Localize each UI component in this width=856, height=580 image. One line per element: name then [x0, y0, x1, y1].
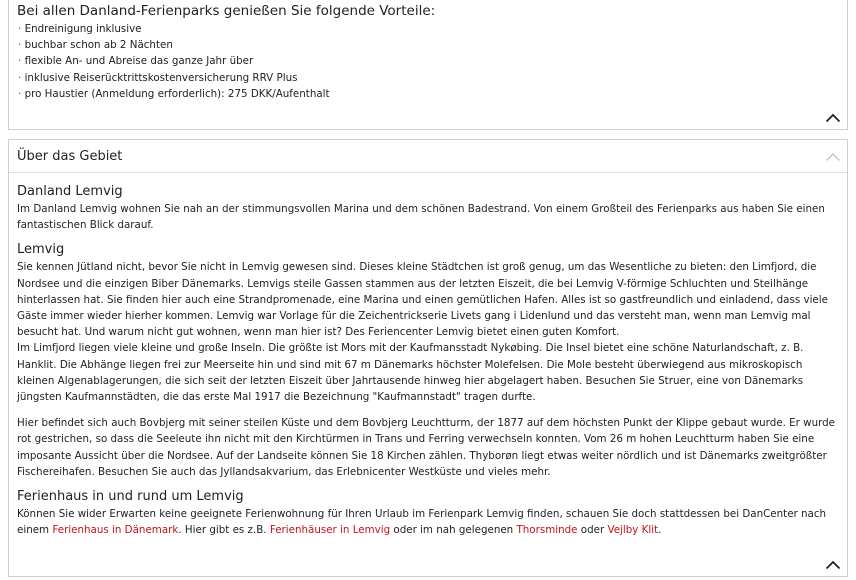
chevron-up-icon — [825, 113, 841, 123]
ferienhaus-heading: Ferienhaus in und rund um Lemvig — [17, 489, 244, 505]
link-vejlby-klit[interactable]: Vejlby Klit — [607, 524, 659, 537]
collapse-area-button[interactable] — [825, 560, 841, 570]
benefits-list — [18, 21, 330, 102]
divider — [9, 172, 847, 173]
area-panel-title[interactable]: Über das Gebiet — [17, 149, 123, 164]
collapse-benefits-button[interactable] — [825, 113, 841, 123]
lemvig-heading: Lemvig — [17, 242, 65, 258]
chevron-up-icon — [825, 152, 841, 162]
chevron-up-icon — [825, 560, 841, 570]
link-ferienhaeuser-lemvig[interactable]: Ferienhäuser in Lemvig — [269, 524, 391, 537]
link-thorsminde[interactable]: Thorsminde — [516, 524, 578, 537]
lemvig-text-3: Hier befindet sich auch Bovbjerg mit seiner steilen Küste und dem Bovbjerg Leuchtturm, der 1877 auf dem höchsten Punkt der Klippe gebaut wurde. Er wurde rot gestrichen, so dass die Seeleute ihn nicht mit den Kirchtürmen in Trans und Ferring verwechseln konnten. Vom 26 m hohen Leuchtturm haben Sie eine imposante Aussicht über die Nordsee. Auf der Landseite können Sie 18 Kirchen zählen. Thyborøn liegt etwas weiter nördlich und ist Dänemarks zweitgrößter Fischereihafen. Besuchen Sie auch das Jyllandsakvarium, das Erlebnicenter Westküste und vieles mehr. — [17, 417, 836, 478]
area-panel — [8, 139, 848, 577]
lemvig-text-1: Sie kennen Jütland nicht, bevor Sie nicht in Lemvig gewesen sind. Dieses kleine Städtchen ist groß genug, um das Wesentliche zu bieten: den Limfjord, die Nordsee und die einzigen Biber Dänemarks. Lemvigs steile Gassen stammen aus der letzten Eiszeit, die bei Lemvig V-förmige Schluchten und Steilhänge hinterlassen hat. Sie finden hier auch eine Strandpromenade, eine Marina und einen gemütlichen Hafen. Alles ist so gastfreundlich und einladend, dass viele Gäste immer wieder hierher kommen. Lemvig war Vorlage für die Zeichentrickserie Livets gang i Lidenlund und das versteht man, wenn man Lemvig mal besucht hat. Und warum nicht gut wohnen, wenn man hier ist? Des Feriencenter Lemvig bietet einen guten Komfort. — [17, 261, 828, 339]
area-content — [17, 183, 843, 538]
benefits-panel — [8, 0, 848, 130]
danland-text: Im Danland Lemvig wohnen Sie nah an der stimmungsvollen Marina und dem schönen Badestrand. Von einem Großteil des Ferienparks aus haben Sie einen fantastischen Blick darauf. — [17, 203, 825, 232]
link-ferienhaus-daenemark[interactable]: Ferienhaus in Dänemark — [52, 524, 179, 537]
lemvig-text-2: Im Limfjord liegen viele kleine und große Inseln. Die größte ist Mors mit der Kaufmansstadt Nykøbing. Die Insel bietet eine schöne Naturlandschaft, z. B. Hanklit. Die Abhänge liegen frei zur Meerseite hin und sind mit 67 m Dänemarks höchster Molefelsen. Die Mole besteht überwiegend aus mikroskopisch kleinen Algenablagerungen, die sich seit der letzten Eiszeit über Jahrtausende hinweg hier abgelagert haben. Besuchen Sie Struer, eine von Dänemarks jüngsten Kaufmannstädten, die das erste Mal 1917 die Bezeichnung "Kaufmannstadt" tragen durfte. — [17, 342, 804, 404]
list-item: · pro Haustier (Anmeldung erforderlich): 275 DKK/Aufenthalt — [18, 87, 330, 100]
list-item: · flexible An- und Abreise das ganze Jahr über — [18, 55, 254, 68]
list-item: · buchbar schon ab 2 Nächten — [18, 39, 173, 52]
list-item: · Endreinigung inklusive — [18, 23, 142, 35]
list-item: · inklusive Reiserücktrittskostenversicherung RRV Plus — [18, 71, 298, 84]
area-panel-toggle[interactable] — [825, 152, 841, 162]
benefits-intro: Bei allen Danland-Ferienparks genießen Sie folgende Vorteile: — [17, 3, 436, 19]
danland-heading: Danland Lemvig — [17, 184, 123, 199]
ferienhaus-text: Können Sie wider Erwarten keine geeignete Ferienwohnung für Ihren Urlaub im Ferienpark Lemvig finden, schauen Sie doch stattdessen bei DanCenter nach einem Ferienhaus in Dänemark. Hier gibt es z.B. Ferienhäuser in Lemvig oder im nah gelegenen Thorsminde oder Vejlby Klit. — [17, 508, 827, 537]
